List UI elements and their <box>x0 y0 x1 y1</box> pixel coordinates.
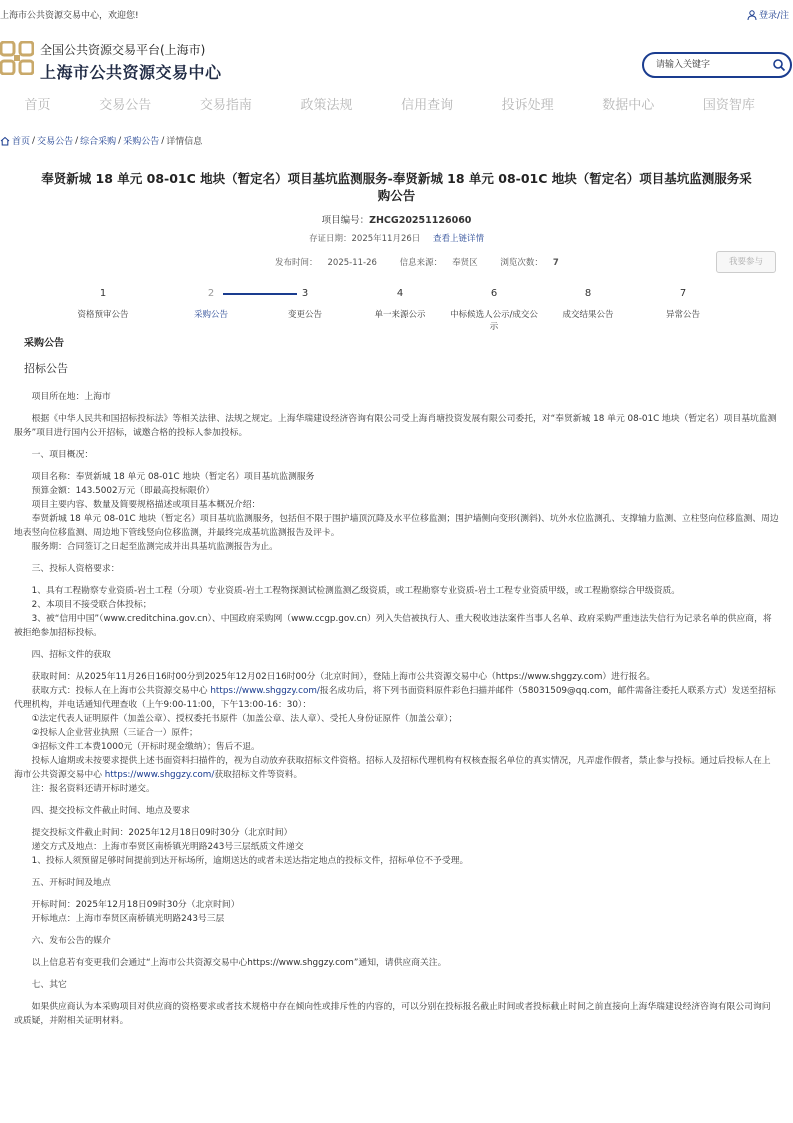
shggzy-link[interactable]: https://www.shggzy.com/ <box>104 770 215 780</box>
step-single-source[interactable] <box>353 287 447 321</box>
nav-policy[interactable]: 政策法规 <box>300 98 353 113</box>
person-icon <box>747 10 757 20</box>
heading-overview: 一、项目概况： <box>31 450 94 460</box>
paragraph-project-name: 项目名称：奉贤新城 18 单元 08-01C 地块（暂定名）项目基坑监测服务 <box>31 472 315 482</box>
step-candidate-publicity[interactable] <box>447 287 541 333</box>
view-count: 浏览次数： 7 <box>500 258 559 268</box>
cert-detail-link[interactable]: 查看上链详情 <box>432 234 484 244</box>
project-code-row <box>0 212 793 226</box>
breadcrumb-procurement[interactable]: 采购公告 <box>123 137 160 147</box>
step-label: 异常公告 <box>665 310 700 320</box>
paragraph-media: 以上信息若有变更我们会通过“上海市公共资源交易中心https://www.shggzy.com”通知，请供应商关注。 <box>31 958 447 968</box>
paragraph-other: 如果供应商认为本采购项目对供应商的资格要求或者技术规格中存在倾向性或排斥性的内容的，可以分别在投标报名截止时间或者投标截止时间之前直接向上海华瑞建设经济咨询有限公司询问或质疑，并附相关证明材料。 <box>14 1002 771 1026</box>
paragraph-obtain-time: 获取时间：从2025年11月26日16时00分到2025年12月02日16时00分（北京时间），登陆上海市公共资源交易中心（https://www.shggzy.com）进行报名。 <box>31 672 656 682</box>
publish-time: 发布时间： 2025-11-26 <box>275 258 377 268</box>
step-prequalification[interactable] <box>56 287 150 321</box>
breadcrumb-sep: / <box>75 135 79 146</box>
paragraph-material-3: ③招标文件工本费1000元（开标时现金缴纳）；售后不退。 <box>31 742 260 752</box>
cert-label: 存证日期： <box>309 234 352 244</box>
heading-media: 六、发布公告的媒介 <box>31 936 111 946</box>
site-subtitle: 全国公共资源交易平台(上海市) <box>40 43 206 57</box>
breadcrumb-sep: / <box>118 135 122 146</box>
login-label[interactable]: 登录/注 <box>758 11 789 21</box>
login-link[interactable] <box>747 8 789 21</box>
paragraph-submit-note: 1、投标人须预留足够时间提前到达开标场所，逾期送达的或者未送达指定地点的投标文件，招标单位不予受理。 <box>31 856 469 866</box>
nav-credit-query[interactable]: 信用查询 <box>401 98 454 113</box>
cert-row <box>0 232 793 244</box>
project-code: ZHCG20251126060 <box>369 215 472 226</box>
step-number: 4 <box>396 288 404 299</box>
paragraph-service-period: 服务期：合同签订之日起至监测完成并出具基坑监测报告为止。 <box>31 542 278 552</box>
paragraph-note: 注：报名资料还请开标时递交。 <box>31 784 155 794</box>
paragraph-overdue: 投标人逾期或未按要求提供上述书面资料扫描件的，视为自动放弃获取招标文件资格。招标人及招标代理机构有权核查报名单位的真实情况，凡弄虚作假者，禁止参与投标。通过后投标人在上海市公共资源交易中心 https://www.shggzy.com/获取招标文件等资料。 <box>14 756 771 780</box>
paragraph-material-1: ①法定代表人证明原件（加盖公章）、授权委托书原件（加盖公章、法人章）、受托人身份证原件（加盖公章）； <box>31 714 458 724</box>
top-bar <box>0 0 793 28</box>
paragraph-content: 奉贤新城 18 单元 08-01C 地块（暂定名）项目基坑监测服务，包括但不限于围护墙顶沉降及水平位移监测；围护墙侧向变形(测斜)、坑外水位监测孔、支撑轴力监测、立柱竖向位移监测、周边地表竖向位移监测、周边地下管线竖向位移监测，并最终完成基坑监测报告及评卡。 <box>14 514 779 538</box>
breadcrumb-current: 详情信息 <box>166 137 203 147</box>
step-label: 变更公告 <box>287 310 322 320</box>
paragraph-submit-place: 递交方式及地点：上海市奉贤区南桥镇光明路243号三层纸质文件递交 <box>31 842 304 852</box>
heading-submission: 四、提交投标文件截止时间、地点及要求 <box>31 806 190 816</box>
step-label: 成交结果公告 <box>562 310 614 320</box>
notice-body <box>14 390 779 1028</box>
notice-heading: 招标公告 <box>24 362 68 375</box>
paragraph-opening-place: 开标地点：上海市奉贤区南桥镇光明路243号三层 <box>31 914 225 924</box>
step-label: 采购公告 <box>193 310 228 320</box>
paragraph-qualification-2: 2、本项目不接受联合体投标； <box>31 600 152 610</box>
breadcrumb-sep: / <box>161 135 165 146</box>
nav-data-center[interactable]: 数据中心 <box>602 98 655 113</box>
paragraph-qualification-1: 1、具有工程勘察专业资质-岩土工程（分项）专业资质-岩土工程物探测试检测监测乙级资质，或工程勘察专业资质-岩土工程专业资质甲级，或工程勘察综合甲级资质。 <box>31 586 681 596</box>
nav-trade-guide[interactable]: 交易指南 <box>199 98 252 113</box>
section-title: 采购公告 <box>24 338 64 349</box>
step-number: 6 <box>490 288 498 299</box>
step-number: 3 <box>301 288 309 299</box>
welcome-text: 上海市公共资源交易中心，欢迎您! <box>0 11 139 21</box>
cert-date: 2025年11月26日 <box>351 234 421 244</box>
nav-trade-notice[interactable]: 交易公告 <box>99 98 152 113</box>
procurement-steps <box>0 287 793 337</box>
heading-qualification: 三、投标人资格要求： <box>31 564 120 574</box>
main-nav <box>0 92 793 120</box>
paragraph-deadline: 提交投标文件截止时间：2025年12月18日09时30分（北京时间） <box>31 828 293 838</box>
logo-icon <box>0 41 34 75</box>
step-number: 7 <box>679 288 687 299</box>
heading-obtain-doc: 四、招标文件的获取 <box>31 650 111 660</box>
nav-complaint[interactable]: 投诉处理 <box>501 98 554 113</box>
paragraph-content-title: 项目主要内容、数量及简要规格描述或项目基本概况介绍： <box>31 500 261 510</box>
breadcrumb-trade-notice[interactable]: 交易公告 <box>37 137 74 147</box>
heading-other: 七、其它 <box>31 980 67 990</box>
step-abnormal-notice[interactable] <box>636 287 730 321</box>
paragraph-material-2: ②投标人企业营业执照（三证合一）原件； <box>31 728 198 738</box>
paragraph-obtain-method: 获取方式：投标人在上海市公共资源交易中心 https://www.shggzy.com/报名成功后，将下列书面资料原件彩色扫描并邮件（58031509@qq.com，邮件需备注委托人联系方式）发送至招标代理机构，并电话通知代理查收（上午9:00-11:00，下午13:00-16：30）： <box>14 686 776 710</box>
project-code-label: 项目编号： <box>321 215 370 226</box>
search-input[interactable] <box>656 58 766 72</box>
heading-opening: 五、开标时间及地点 <box>31 878 111 888</box>
step-number: 1 <box>99 288 107 299</box>
breadcrumb <box>0 134 202 147</box>
site-title: 上海市公共资源交易中心 <box>40 63 222 82</box>
search-icon[interactable] <box>772 58 786 72</box>
shggzy-link[interactable]: https://www.shggzy.com/ <box>210 686 320 696</box>
paragraph-intro: 根据《中华人民共和国招标投标法》等相关法律、法规之规定。上海华瑞建设经济咨询有限公司受上海肖塘投资发展有限公司委托，对“奉贤新城 18 单元 08-01C 地块（暂定名）项目基坑监测服务”项目进行国内公开招标，诚邀合格的投标人参加投标。 <box>14 414 777 438</box>
step-label: 资格预审公告 <box>77 310 129 320</box>
paragraph-opening-time: 开标时间：2025年12月18日09时30分（北京时间） <box>31 900 240 910</box>
publish-info-row <box>275 256 569 268</box>
step-procurement-notice[interactable] <box>164 287 258 321</box>
paragraph-qualification-3: 3、被“信用中国”（www.creditchina.gov.cn）、中国政府采购网（www.ccgp.gov.cn）列入失信被执行人、重大税收违法案件当事人名单、政府采购严重违法失信行为记录名单的供应商，将被拒绝参加招标投标。 <box>14 614 772 638</box>
step-result-notice[interactable] <box>541 287 635 321</box>
paragraph-location: 项目所在地：上海市 <box>31 392 111 402</box>
search-box[interactable] <box>642 52 792 78</box>
nav-think-tank[interactable]: 国资智库 <box>702 98 755 113</box>
join-button[interactable]: 我要参与 <box>716 251 776 273</box>
step-number: 2 <box>207 288 215 299</box>
breadcrumb-home[interactable]: 首页 <box>12 137 31 147</box>
breadcrumb-sep: / <box>32 135 36 146</box>
breadcrumb-comprehensive[interactable]: 综合采购 <box>80 137 117 147</box>
page-title: 奉贤新城 18 单元 08-01C 地块（暂定名）项目基坑监测服务-奉贤新城 18 单元 08-01C 地块（暂定名）项目基坑监测服务采购公告 <box>41 171 752 203</box>
step-change-notice[interactable] <box>258 287 352 321</box>
home-icon <box>0 136 10 146</box>
step-number: 8 <box>584 288 592 299</box>
step-label: 单一来源公示 <box>374 310 426 320</box>
step-label: 中标候选人公示/成交公示 <box>450 310 538 332</box>
paragraph-budget: 预算金额：143.5002万元（即最高投标限价） <box>31 486 215 496</box>
info-source: 信息来源： 奉贤区 <box>399 258 478 268</box>
nav-home[interactable]: 首页 <box>24 98 51 113</box>
